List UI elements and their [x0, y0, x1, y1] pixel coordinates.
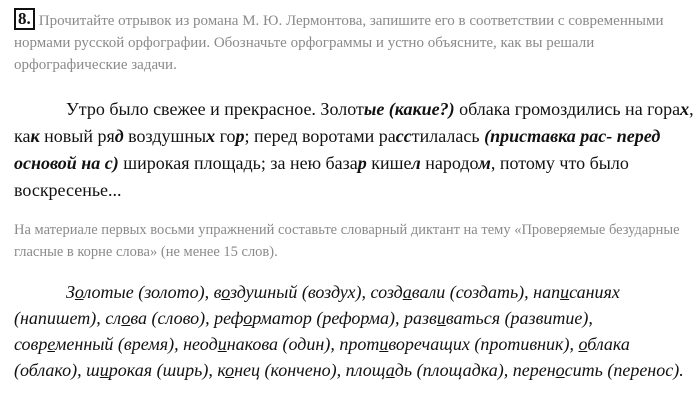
passage-text: , ка [14, 99, 694, 146]
passage-orthogram: х [206, 126, 216, 146]
answer-orthogram: и [379, 334, 389, 354]
exercise-instruction: Прочитайте отрывок из романа М. Ю. Лермонтова, запишите его в соответствии с современными нормами русской орфографии. Обозначьте орфограммы и устно объясните, как вы решали орфографические задачи. [14, 13, 664, 73]
answer-orthogram: и [99, 360, 109, 380]
answer-text: нец (кончено), площ [234, 360, 386, 380]
answer-orthogram: а [385, 360, 395, 380]
passage-text: новый ря [39, 126, 115, 146]
answer-text: саниях (напишет), сл [14, 282, 620, 328]
passage-text: , потому что было воскресенье... [14, 153, 629, 200]
answer-text: вали (создать), нап [411, 282, 561, 302]
passage-orthogram: д [114, 126, 124, 146]
passage-orthogram: (приставка рас- перед основой на с) [14, 126, 661, 173]
lermontov-passage [14, 96, 694, 204]
answer-orthogram: о [578, 334, 588, 354]
answer-orthogram: о [243, 308, 253, 328]
passage-text: широкая площадь; за нею база [118, 153, 358, 173]
answer-orthogram: о [555, 360, 565, 380]
answer-text: дь (площадка), перен [394, 360, 556, 380]
answer-text: ваться (развитие), совр [14, 308, 593, 354]
answer-orthogram: и [560, 282, 570, 302]
answer-orthogram: о [225, 360, 235, 380]
exercise-instruction-block [14, 8, 694, 76]
answer-text: блака (облако), ш [14, 334, 630, 380]
passage-text: Утро было свежее и прекрасное. Золот [66, 99, 364, 119]
answer-text: сить (перенос). [564, 360, 684, 380]
passage-orthogram: р [357, 153, 367, 173]
answer-text: ва (слово), реф [130, 308, 244, 328]
answer-text: лотые (золото), в [83, 282, 222, 302]
passage-orthogram: х [680, 99, 690, 119]
passage-orthogram: к [30, 126, 40, 146]
dictation-task: На материале первых восьми упражнений составьте словарный диктант на тему «Проверяемые безударные гласные в корне слова» (не менее 15 слов). [14, 222, 680, 260]
answer-text: рматор (реформа), разв [252, 308, 437, 328]
passage-orthogram: л [411, 153, 421, 173]
answer-text: здушный (воздух), созд [229, 282, 403, 302]
answer-text: рокая (ширь), к [108, 360, 226, 380]
passage-text: го [215, 126, 236, 146]
passage-text: тилалась [411, 126, 485, 146]
passage-text [14, 99, 694, 200]
passage-text: ; перед воротами ра [244, 126, 396, 146]
answer-text: накова (один), прот [226, 334, 380, 354]
answer-text [14, 282, 684, 380]
answer-orthogram: а [402, 282, 412, 302]
answer-text: воречащих (противник), [388, 334, 579, 354]
passage-text: воздушны [123, 126, 207, 146]
passage-orthogram: ые (какие?) [363, 99, 455, 119]
passage-text: народо [420, 153, 479, 173]
answer-word-list [14, 279, 694, 383]
exercise-number: 8. [14, 8, 35, 30]
passage-orthogram: м [478, 153, 491, 173]
answer-text: менный (время), неод [54, 334, 218, 354]
answer-orthogram: е [47, 334, 55, 354]
answer-orthogram: о [221, 282, 230, 302]
answer-orthogram: о [74, 282, 84, 302]
answer-text: З [66, 282, 75, 302]
answer-orthogram: о [121, 308, 131, 328]
passage-orthogram: р [235, 126, 245, 146]
passage-orthogram: сс [395, 126, 412, 146]
passage-text: кише [366, 153, 412, 173]
answer-orthogram: и [217, 334, 227, 354]
passage-text: облака громоздились на гора [454, 99, 681, 119]
answer-orthogram: и [436, 308, 446, 328]
